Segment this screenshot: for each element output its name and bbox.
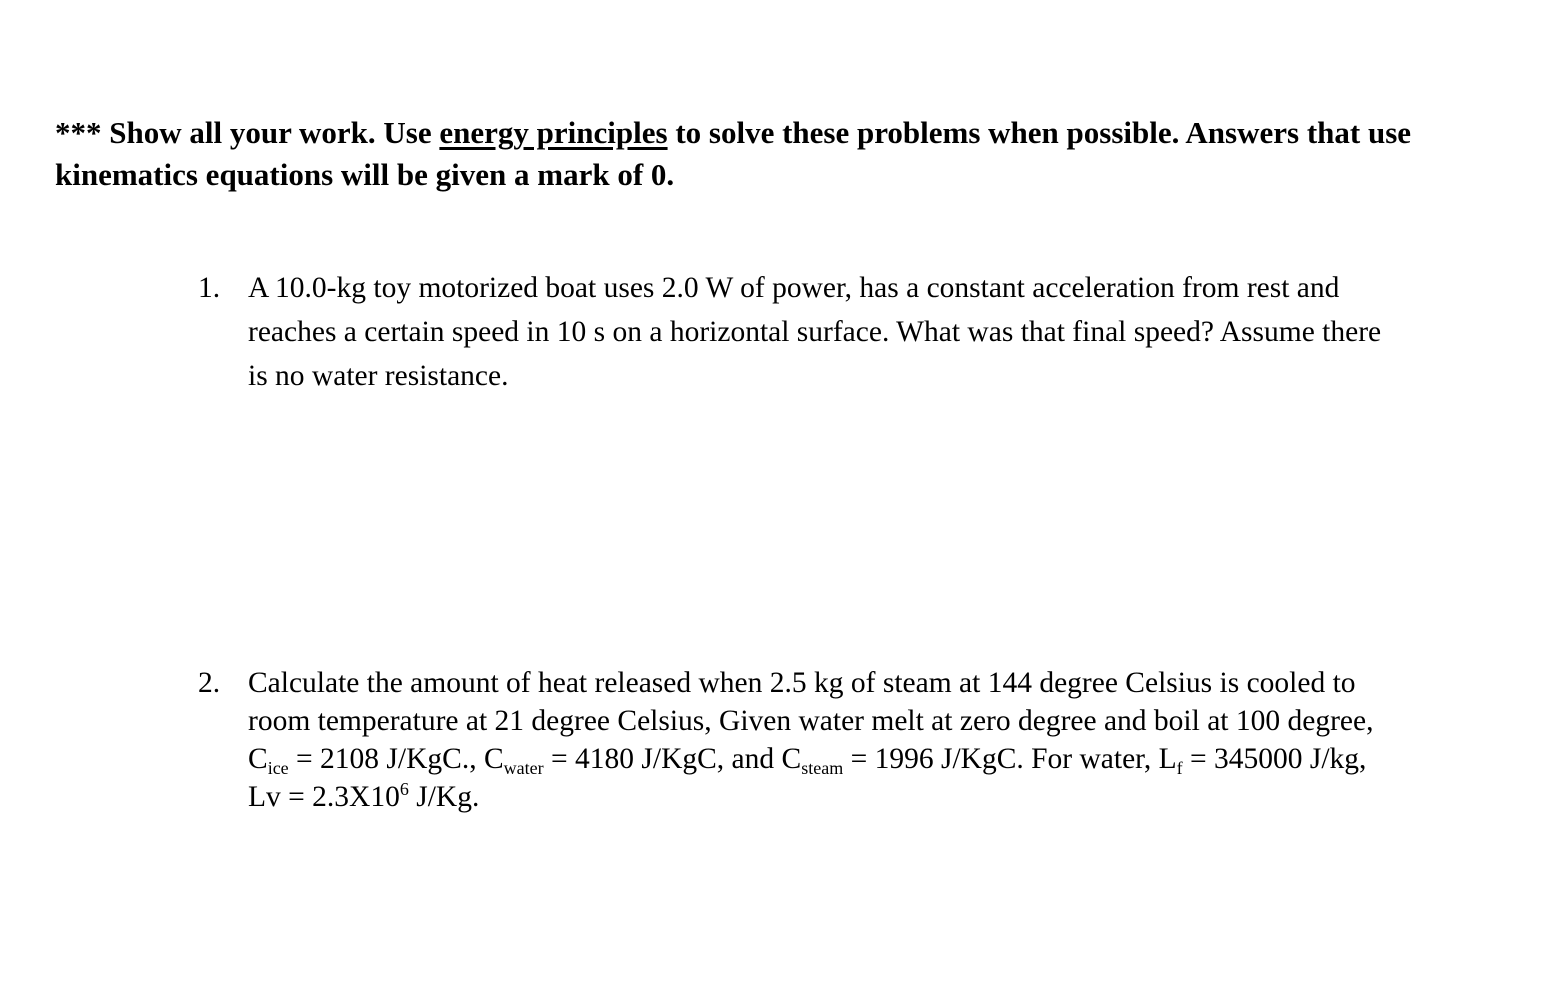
steam-subscript: steam <box>801 758 844 778</box>
specific-heats-line <box>248 740 1518 778</box>
problem-line: room temperature at 21 degree Celsius, Given water melt at zero degree and boil at 100 degree, <box>248 705 1374 737</box>
problem-number: 2. <box>198 667 221 699</box>
energy-principles-emphasis: energy principles <box>439 115 668 150</box>
problem-2 <box>198 664 1518 816</box>
lv-prefix: Lv = 2.3X10 <box>248 781 400 813</box>
problem-number: 1. <box>198 272 221 304</box>
instructions-prefix: *** Show all your work. Use <box>55 115 440 150</box>
c-steam-value: = 1996 J/KgC. For water, L <box>843 743 1177 775</box>
ice-subscript: ice <box>267 758 289 778</box>
lv-exponent: 6 <box>399 779 409 799</box>
latent-heat-line <box>248 778 1518 816</box>
problem-line: is no water resistance. <box>248 360 509 392</box>
problem-text <box>248 266 1518 398</box>
problem-1 <box>198 266 1518 398</box>
c-water-value: = 4180 J/KgC, and C <box>543 743 802 775</box>
instructions <box>55 112 1525 196</box>
water-subscript: water <box>503 758 544 778</box>
problem-text <box>248 664 1518 816</box>
c-ice-symbol: C <box>248 743 268 775</box>
problem-line: reaches a certain speed in 10 s on a horizontal surface. What was that final speed? Assume there <box>248 316 1382 348</box>
lv-suffix: J/Kg. <box>408 781 480 813</box>
problem-line: Calculate the amount of heat released when 2.5 kg of steam at 144 degree Celsius is cooled to <box>248 667 1356 699</box>
problem-line: A 10.0-kg toy motorized boat uses 2.0 W of power, has a constant acceleration from rest and <box>248 272 1340 304</box>
instructions-suffix: to solve these problems when possible. Answers that use kinematics equations will be given a mark of 0. <box>55 115 1412 192</box>
c-ice-value: = 2108 J/KgC., C <box>288 743 504 775</box>
f-subscript: f <box>1176 758 1183 778</box>
lf-value: = 345000 J/kg, <box>1182 743 1367 775</box>
